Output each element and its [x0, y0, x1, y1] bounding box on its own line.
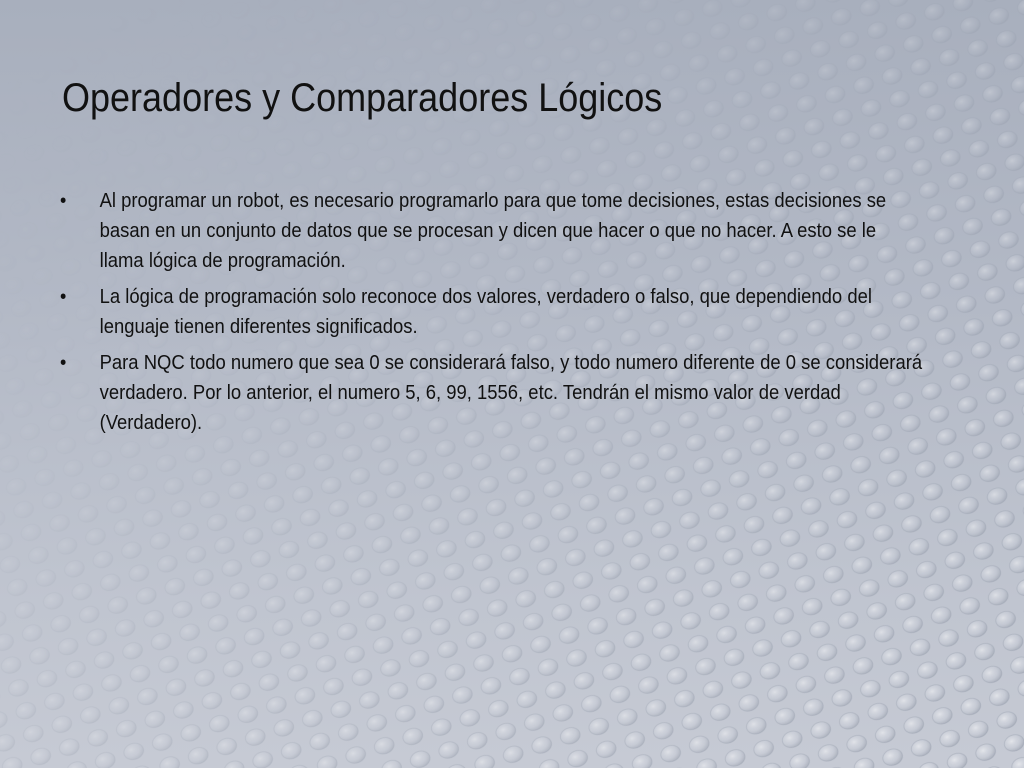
slide-title: Operadores y Comparadores Lógicos — [62, 76, 663, 120]
bullet-dot-icon: • — [60, 190, 67, 212]
bullet-dot-icon: • — [60, 286, 67, 308]
bullet-item — [60, 186, 924, 276]
bullet-text: La lógica de programación solo reconoce dos valores, verdadero o falso, que dependiendo del lenguaje tienen diferentes significados. — [99, 285, 872, 338]
bullet-text: Al programar un robot, es necesario programarlo para que tome decisiones, estas decisiones se basan en un conjunto de datos que se procesan y dicen que hacer o que no hacer. A esto se le llama lógica de programación. — [99, 189, 887, 272]
bullet-text: Para NQC todo numero que sea 0 se considerará falso, y todo numero diferente de 0 se considerará verdadero. Por lo anterior, el numero 5, 6, 99, 1556, etc. Tendrán el mismo valor de verdad (Verdadero). — [99, 351, 923, 434]
bullet-list — [60, 186, 924, 444]
bullet-item — [60, 348, 924, 438]
bullet-dot-icon: • — [60, 352, 67, 374]
bullet-item — [60, 282, 924, 342]
